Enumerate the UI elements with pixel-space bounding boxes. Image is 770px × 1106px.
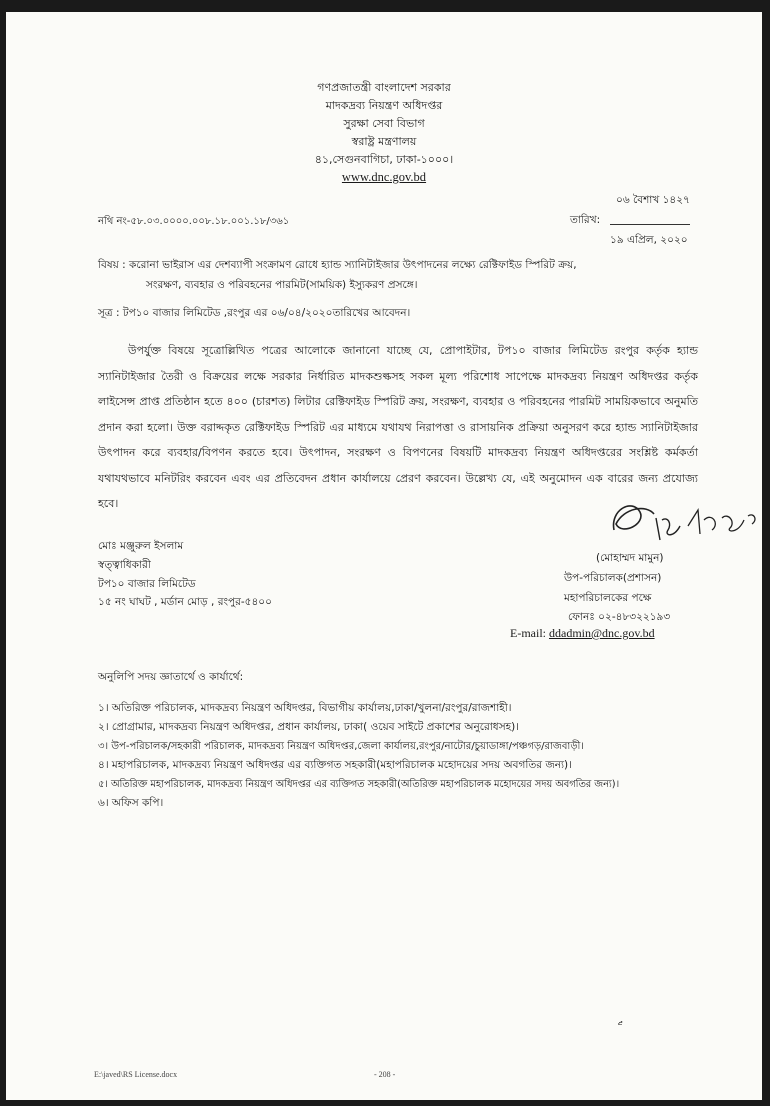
signatory-on-behalf: মহাপরিচালকের পক্ষে [564, 592, 652, 604]
copy-item: ৫। অতিরিক্ত মহাপরিচালক, মাদকদ্রব্য নিয়ন্ত্রণ অধিদপ্তর এর ব্যক্তিগত সহকারী(অতিরিক্ত মহাপরিচালক মহোদয়ের সদয় অবগতির জন্য)। [98, 779, 620, 790]
copy-item: ১। অতিরিক্ত পরিচালক, মাদকদ্রব্য নিয়ন্ত্রণ অধিদপ্তর, বিভাগীয় কার্যালয়,ঢাকা/খুলনা/রংপুর/রাজশাহী। [98, 702, 512, 714]
subject-line-2: সংরক্ষণ, ব্যবহার ও পরিবহনের পারমিট(সাময়িক) ইস্যুকরণ প্রসঙ্গে। [146, 279, 418, 291]
recipient-company: টপ১০ বাজার লিমিটেড [98, 578, 196, 590]
header-website[interactable]: www.dnc.gov.bd [341, 170, 427, 184]
body-paragraph: উপর্যুক্ত বিষয়ে সূত্রোল্লিখিত পত্রের আলোকে জানানো যাচ্ছে যে, প্রোপাইটার, টপ১০ বাজার লিমিটেড রংপুর কর্তৃক হ্যান্ড স্যানিটাইজার তৈরী ও বিক্রয়ের লক্ষে সরকার নির্ধারিত মাদকশুল্কসহ সকল মূল্য পরিশোধ সাপেক্ষে মাদকদ্রব্য নিয়ন্ত্রণ অধিদপ্তর কর্তৃক লাইসেন্স প্রাপ্ত প্রতিষ্ঠান হতে ৪০০ (চারশত) লিটার রেক্টিফাইড স্পিরিট ক্রয়, সংরক্ষণ, ব্যবহার ও পরিবহনের পারমিট সাময়িকভাবে অনুমতি প্রদান করা হলো। উক্ত বরাদ্দকৃত রেক্টিফাইড স্পিরিট এর মাধ্যমে যথাযথ নিরাপত্তা ও রাসায়নিক প্রক্রিয়া অনুসরণ করে হ্যান্ড স্যানিটাইজার উৎপাদন করে ব্যবহার/বিপণন করতে হবে। উৎপাদন, সংরক্ষণ ও বিপণনের বিষয়টি মাদকদ্রব্য নিয়ন্ত্রণ অধিদপ্তরের সংশ্লিষ্ট কর্মকর্তা যথাযথভাবে মনিটরিং করবেন এবং এর প্রতিবেদন প্রধান কার্যালয়ে প্রেরণ করবেন। উল্লেখ্য যে, এই অনুমোদন এক বারের জন্য প্রযোজ্য হবে। [98, 344, 698, 510]
signatory-designation: উপ-পরিচালক(প্রশাসন) [564, 572, 662, 584]
subject-line-1: বিষয় : করোনা ভাইরাস এর দেশব্যাপী সংক্রামণ রোধে হ্যান্ড স্যানিটাইজার উৎপাদনের লক্ষ্যে রেক্টিফাইড স্পিরিট ক্রয়, [98, 259, 577, 271]
copy-item: ৩। উপ-পরিচালক/সহকারী পরিচালক, মাদকদ্রব্য নিয়ন্ত্রণ অধিদপ্তর,জেলা কার্যালয়,রংপুর/নাটোর/চুয়াডাঙ্গা/পঞ্চগড়/রাজবাড়ী। [98, 741, 584, 752]
copy-item: ৬। অফিস কপি। [98, 797, 164, 809]
recipient-name: মোঃ মঞ্জুরুল ইসলাম [98, 540, 184, 552]
reference-line: সূত্র : টপ১০ বাজার লিমিটেড ,রংপুর এর ০৬/০৪/২০২০তারিখের আবেদন। [98, 307, 411, 319]
signatory-phone: ফোনঃ ০২-৪৮৩২২১৯৩ [568, 611, 671, 623]
signatory-email-row [510, 626, 655, 641]
margin-mark: ޖ [618, 1017, 623, 1028]
header-government: গণপ্রজাতন্ত্রী বাংলাদেশ সরকার [317, 81, 451, 94]
date-bengali: ০৬ বৈশাখ ১৪২৭ [616, 194, 690, 206]
header-ministry: স্বরাষ্ট্র মন্ত্রণালয় [351, 135, 417, 148]
header-address: ৪১,সেগুনবাগিচা, ঢাকা-১০০০। [314, 153, 454, 166]
email-link[interactable]: ddadmin@dnc.gov.bd [549, 626, 655, 640]
document-page [6, 12, 762, 1100]
footer-file-path: E:\javed\RS License.docx [94, 1070, 178, 1079]
handwritten-signature [602, 490, 762, 550]
recipient-address: ১৫ নং ঘাঘট , মর্ডান মোড় , রংপুর-৫৪০০ [98, 596, 272, 608]
copy-item: ২। প্রোগ্রামার, মাদকদ্রব্য নিয়ন্ত্রণ অধিদপ্তর, প্রধান কার্যালয়, ঢাকা( ওয়েব সাইটে প্রকাশের অনুরোধসহ)। [98, 721, 519, 733]
copies-heading: অনুলিপি সদয় জ্ঞাতার্থে ও কার্যার্থে: [98, 671, 244, 683]
header-division: সুরক্ষা সেবা বিভাগ [343, 117, 425, 130]
date-gregorian: ১৯ এপ্রিল, ২০২০ [610, 234, 688, 246]
recipient-title: স্বত্ত্বাধিকারী [98, 559, 151, 571]
email-label: E-mail: [510, 626, 546, 640]
signatory-name: (মোহাম্মদ মামুন) [596, 552, 664, 564]
date-divider [610, 224, 690, 225]
copy-item: ৪। মহাপরিচালক, মাদকদ্রব্য নিয়ন্ত্রণ অধিদপ্তর এর ব্যক্তিগত সহকারী(মহাপরিচালক মহোদয়ের সদয় অবগতির জন্য)। [98, 759, 572, 771]
footer-page-number: - 208 - [374, 1070, 396, 1079]
header-department: মাদকদ্রব্য নিয়ন্ত্রণ অধিদপ্তর [325, 99, 443, 112]
memo-number: নথি নং-৫৮.০৩.০০০০.০০৮.১৮.০০১.১৮/৩৬১ [98, 216, 290, 227]
date-label: তারিখ: [570, 214, 601, 226]
